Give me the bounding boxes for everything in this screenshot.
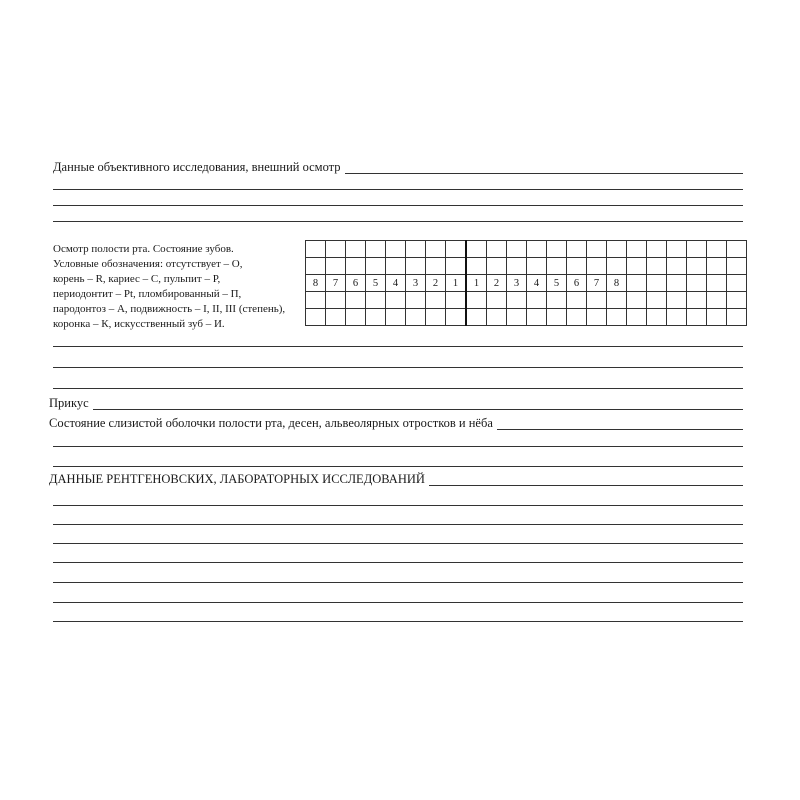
tooth-cell[interactable] <box>446 292 467 309</box>
tooth-number: 3 <box>406 275 426 292</box>
tooth-cell[interactable] <box>326 241 346 258</box>
tooth-cell[interactable] <box>507 309 527 326</box>
tooth-cell[interactable] <box>406 258 426 275</box>
external-exam-field[interactable] <box>53 160 743 174</box>
writing-line[interactable] <box>53 189 743 190</box>
tooth-number: 1 <box>466 275 487 292</box>
tooth-cell[interactable] <box>687 258 707 275</box>
tooth-cell[interactable] <box>687 275 707 292</box>
tooth-cell[interactable] <box>607 258 627 275</box>
tooth-cell[interactable] <box>607 241 627 258</box>
writing-line[interactable] <box>53 466 743 467</box>
tooth-cell[interactable] <box>707 258 727 275</box>
tooth-cell[interactable] <box>547 292 567 309</box>
tooth-cell[interactable] <box>727 292 747 309</box>
tooth-cell[interactable] <box>587 309 607 326</box>
tooth-cell[interactable] <box>707 275 727 292</box>
tooth-cell[interactable] <box>406 309 426 326</box>
tooth-number: 6 <box>567 275 587 292</box>
tooth-number: 6 <box>346 275 366 292</box>
tooth-cell[interactable] <box>567 309 587 326</box>
tooth-cell[interactable] <box>527 258 547 275</box>
tooth-cell[interactable] <box>507 258 527 275</box>
tooth-cell[interactable] <box>567 292 587 309</box>
external-exam-label: Данные объективного исследования, внешний осмотр <box>53 160 341 174</box>
tooth-cell[interactable] <box>547 258 567 275</box>
tooth-cell[interactable] <box>707 292 727 309</box>
tooth-cell[interactable] <box>627 241 647 258</box>
tooth-number: 7 <box>587 275 607 292</box>
tooth-cell[interactable] <box>386 309 406 326</box>
legend-line: корень – R, кариес – С, пульпит – Р, <box>53 273 221 285</box>
tooth-cell[interactable] <box>647 241 667 258</box>
tooth-cell[interactable] <box>426 309 446 326</box>
tooth-cell[interactable] <box>466 309 487 326</box>
tooth-cell[interactable] <box>346 292 366 309</box>
tooth-cell[interactable] <box>466 292 487 309</box>
tooth-number: 7 <box>326 275 346 292</box>
tooth-cell[interactable] <box>567 258 587 275</box>
tooth-cell[interactable] <box>647 309 667 326</box>
tooth-number-row <box>306 275 747 292</box>
tooth-number: 2 <box>426 275 446 292</box>
writing-line[interactable] <box>53 446 743 447</box>
legend-line: периодонтит – Pt, пломбированный – П, <box>53 288 242 300</box>
tooth-cell[interactable] <box>687 309 707 326</box>
tooth-cell[interactable] <box>326 309 346 326</box>
tooth-cell[interactable] <box>547 309 567 326</box>
tooth-cell[interactable] <box>386 258 406 275</box>
writing-line[interactable] <box>53 602 743 603</box>
bite-line[interactable] <box>93 398 743 410</box>
tooth-cell[interactable] <box>446 241 467 258</box>
tooth-cell[interactable] <box>707 241 727 258</box>
tooth-cell[interactable] <box>727 241 747 258</box>
tooth-cell[interactable] <box>627 309 647 326</box>
tooth-cell[interactable] <box>366 309 386 326</box>
bite-label: Прикус <box>49 396 89 410</box>
tooth-cell[interactable] <box>667 309 687 326</box>
tooth-cell[interactable] <box>667 275 687 292</box>
upper-status-row <box>306 258 747 275</box>
tooth-cell[interactable] <box>366 258 386 275</box>
legend-line: пародонтоз – А, подвижность – I, II, III (степень), <box>53 303 286 315</box>
tooth-cell[interactable] <box>727 258 747 275</box>
bite-field[interactable] <box>49 396 743 410</box>
tooth-cell[interactable] <box>426 292 446 309</box>
tooth-cell[interactable] <box>687 292 707 309</box>
tooth-cell[interactable] <box>487 309 507 326</box>
tooth-cell[interactable] <box>446 258 467 275</box>
writing-line[interactable] <box>53 221 743 222</box>
writing-line[interactable] <box>53 543 743 544</box>
tooth-cell[interactable] <box>306 258 326 275</box>
tooth-cell[interactable] <box>406 241 426 258</box>
tooth-cell[interactable] <box>426 241 446 258</box>
tooth-cell[interactable] <box>386 292 406 309</box>
tooth-cell[interactable] <box>647 292 667 309</box>
tooth-cell[interactable] <box>727 275 747 292</box>
tooth-cell[interactable] <box>346 309 366 326</box>
tooth-cell[interactable] <box>466 258 487 275</box>
mucosa-label: Состояние слизистой оболочки полости рта, десен, альвеолярных отростков и нёба <box>49 416 493 430</box>
mucosa-line[interactable] <box>497 418 743 430</box>
tooth-cell[interactable] <box>527 309 547 326</box>
tooth-number: 8 <box>306 275 326 292</box>
tooth-cell[interactable] <box>587 241 607 258</box>
external-exam-line[interactable] <box>345 162 743 174</box>
writing-line[interactable] <box>53 505 743 506</box>
writing-line[interactable] <box>53 346 743 347</box>
writing-line[interactable] <box>53 524 743 525</box>
tooth-cell[interactable] <box>326 258 346 275</box>
legend-line: коронка – К, искусственный зуб – И. <box>53 318 225 330</box>
tooth-cell[interactable] <box>667 292 687 309</box>
tooth-cell[interactable] <box>306 309 326 326</box>
tooth-cell[interactable] <box>587 292 607 309</box>
tooth-cell[interactable] <box>647 258 667 275</box>
tooth-cell[interactable] <box>446 309 467 326</box>
tooth-cell[interactable] <box>487 292 507 309</box>
tooth-number: 4 <box>527 275 547 292</box>
tooth-number: 3 <box>507 275 527 292</box>
tooth-cell[interactable] <box>627 292 647 309</box>
tooth-number: 8 <box>607 275 627 292</box>
writing-line[interactable] <box>53 582 743 583</box>
tooth-number: 1 <box>446 275 467 292</box>
tooth-number: 5 <box>366 275 386 292</box>
tooth-number: 2 <box>487 275 507 292</box>
tooth-cell[interactable] <box>366 241 386 258</box>
tooth-cell[interactable] <box>567 241 587 258</box>
tooth-cell[interactable] <box>647 275 667 292</box>
tooth-cell[interactable] <box>627 258 647 275</box>
tooth-cell[interactable] <box>667 258 687 275</box>
writing-line[interactable] <box>53 205 743 206</box>
tooth-cell[interactable] <box>587 258 607 275</box>
tooth-cell[interactable] <box>707 309 727 326</box>
tooth-cell[interactable] <box>507 292 527 309</box>
legend-line: Условные обозначения: отсутствует – О, <box>53 258 243 270</box>
tooth-cell[interactable] <box>527 292 547 309</box>
tooth-cell[interactable] <box>487 241 507 258</box>
teeth-legend <box>53 242 303 332</box>
tooth-cell[interactable] <box>386 241 406 258</box>
tooth-cell[interactable] <box>527 241 547 258</box>
lower-status-row <box>306 292 747 309</box>
writing-line[interactable] <box>53 621 743 622</box>
lower-status-row <box>306 309 747 326</box>
tooth-cell[interactable] <box>487 258 507 275</box>
tooth-cell[interactable] <box>406 292 426 309</box>
tooth-cell[interactable] <box>727 309 747 326</box>
xray-lab-heading: ДАННЫЕ РЕНТГЕНОВСКИХ, ЛАБОРАТОРНЫХ ИССЛЕДОВАНИЙ <box>49 472 425 486</box>
tooth-cell[interactable] <box>346 258 366 275</box>
tooth-number: 5 <box>547 275 567 292</box>
tooth-cell[interactable] <box>667 241 687 258</box>
dental-chart-grid <box>305 240 747 326</box>
writing-line[interactable] <box>53 388 743 389</box>
writing-line[interactable] <box>53 562 743 563</box>
tooth-number: 4 <box>386 275 406 292</box>
tooth-cell[interactable] <box>306 292 326 309</box>
xray-lab-line[interactable] <box>429 474 743 486</box>
tooth-cell[interactable] <box>426 258 446 275</box>
tooth-cell[interactable] <box>607 292 627 309</box>
tooth-cell[interactable] <box>326 292 346 309</box>
mucosa-field[interactable] <box>49 416 743 430</box>
tooth-cell[interactable] <box>627 275 647 292</box>
tooth-cell[interactable] <box>466 241 487 258</box>
tooth-cell[interactable] <box>306 241 326 258</box>
tooth-cell[interactable] <box>507 241 527 258</box>
tooth-cell[interactable] <box>346 241 366 258</box>
xray-lab-field[interactable] <box>49 472 743 486</box>
upper-status-row <box>306 241 747 258</box>
tooth-cell[interactable] <box>366 292 386 309</box>
tooth-cell[interactable] <box>547 241 567 258</box>
writing-line[interactable] <box>53 367 743 368</box>
legend-line: Осмотр полости рта. Состояние зубов. <box>53 243 234 255</box>
tooth-cell[interactable] <box>687 241 707 258</box>
tooth-cell[interactable] <box>607 309 627 326</box>
